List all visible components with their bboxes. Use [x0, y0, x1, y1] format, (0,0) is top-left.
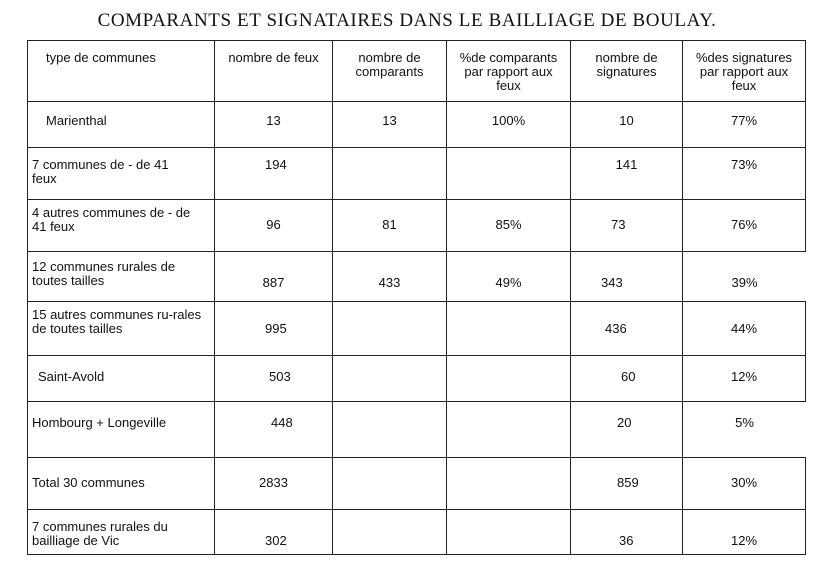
cell-pct-signatures: 77% — [683, 102, 806, 148]
cell-signatures: 343 — [571, 252, 683, 302]
table-row — [28, 147, 806, 200]
table-row — [28, 355, 806, 402]
cell-pct-signatures: 44% — [683, 302, 806, 356]
cell-signatures: 20 — [571, 402, 683, 458]
row-label: 15 autres communes ru-rales de toutes tailles — [28, 302, 215, 356]
cell-feux: 887 — [215, 252, 333, 302]
table-row — [28, 251, 806, 302]
cell-comparants — [333, 402, 447, 458]
cell-pct-signatures: 5% — [735, 415, 754, 430]
page-title: COMPARANTS ET SIGNATAIRES DANS LE BAILLIAGE DE BOULAY. — [97, 10, 717, 31]
cell-feux: 448 — [215, 402, 333, 458]
row-label: 4 autres communes de - de 41 feux — [28, 200, 215, 252]
column-header: nombre de comparants — [333, 41, 447, 101]
cell-pct-signatures: 73% — [683, 148, 806, 200]
table-row — [28, 457, 806, 510]
cell-signatures: 436 — [571, 302, 683, 356]
cell-pct-comparants: 100% — [447, 102, 571, 148]
cell-pct-comparants: 49% — [447, 252, 571, 302]
cell-comparants — [333, 510, 447, 555]
row-label: Hombourg + Longeville — [28, 402, 215, 458]
cell-pct-signatures: 39% — [731, 275, 758, 290]
cell-pct-signatures: 12% — [683, 510, 806, 555]
cell-pct-comparants — [447, 148, 571, 200]
cell-pct-comparants — [447, 302, 571, 356]
cell-signatures: 859 — [571, 458, 683, 510]
cell-feux: 96 — [215, 200, 333, 252]
cell-pct-comparants — [447, 510, 571, 555]
row-label: 7 communes de - de 41 feux — [28, 148, 215, 200]
cell-comparants — [333, 302, 447, 356]
cell-comparants: 81 — [333, 200, 447, 252]
cell-feux: 503 — [215, 356, 333, 402]
cell-pct-signatures: 12% — [683, 356, 806, 402]
cell-comparants: 433 — [333, 252, 447, 302]
cell-pct-signatures: 30% — [683, 458, 806, 510]
table-row — [28, 509, 806, 555]
table-row — [28, 301, 806, 356]
cell-pct-comparants — [447, 458, 571, 510]
cell-feux: 13 — [215, 102, 333, 148]
cell-feux: 194 — [215, 148, 333, 200]
column-header: %des signatures par rapport aux feux — [683, 41, 806, 101]
cell-comparants — [333, 148, 447, 200]
cell-pct-comparants: 85% — [447, 200, 571, 252]
table-header-row — [28, 41, 806, 101]
column-header: type de communes — [28, 41, 215, 101]
cell-signatures: 141 — [571, 148, 683, 200]
column-header: %de comparants par rapport aux feux — [447, 41, 571, 101]
data-table — [27, 40, 806, 555]
row-label: 7 communes rurales du bailliage de Vic — [28, 510, 215, 555]
table-row — [28, 199, 806, 252]
cell-signatures: 36 — [571, 510, 683, 555]
row-label: 12 communes rurales de toutes tailles — [28, 252, 215, 302]
column-header: nombre de signatures — [571, 41, 683, 101]
row-label: Saint-Avold — [28, 356, 215, 402]
cell-feux: 302 — [215, 510, 333, 555]
cell-pct-comparants — [447, 356, 571, 402]
cell-pct-comparants — [447, 402, 571, 458]
table-row — [28, 101, 806, 148]
cell-signatures: 73 — [571, 200, 683, 252]
cell-pct-signatures: 76% — [683, 200, 806, 252]
table-row — [28, 401, 806, 458]
cell-signatures: 60 — [571, 356, 683, 402]
cell-comparants: 13 — [333, 102, 447, 148]
cell-signatures: 10 — [571, 102, 683, 148]
cell-comparants — [333, 458, 447, 510]
row-label: Marienthal — [28, 102, 215, 148]
row-label: Total 30 communes — [28, 458, 215, 510]
cell-feux: 2833 — [215, 458, 333, 510]
cell-feux: 995 — [215, 302, 333, 356]
cell-comparants — [333, 356, 447, 402]
column-header: nombre de feux — [215, 41, 333, 101]
